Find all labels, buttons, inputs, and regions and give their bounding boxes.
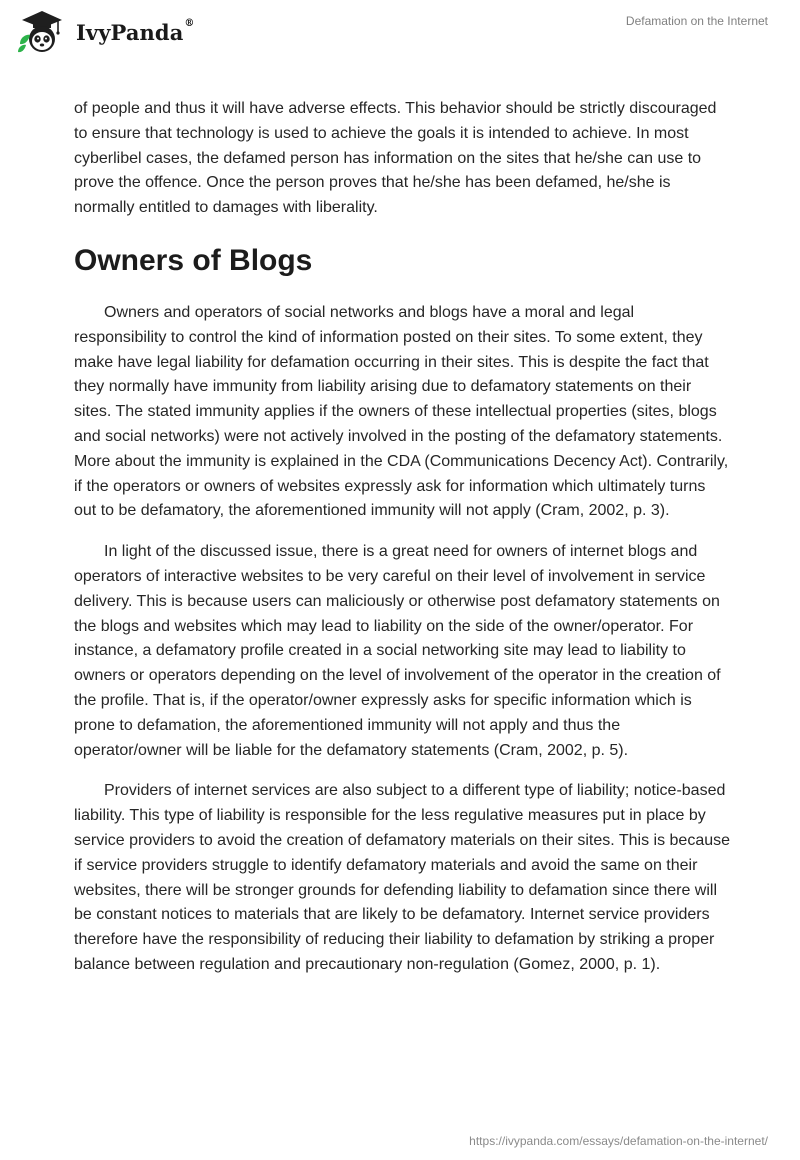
intro-paragraph: of people and thus it will have adverse effects. This behavior should be strictly discouraged to ensure that technology is used to achieve the goals it is intended to achieve. In most cyberlibel cases, the defamed person has information on the sites that he/she can use to prove the offence. Once the person proves that he/she has been defamed, he/she is normally entitled to damages with liberality. (74, 100, 717, 217)
paragraph-involvement: In light of the discussed issue, there is a great need for owners of internet blogs and operators of interactive websites to be very careful on their level of involvement in service delivery. This is because users can maliciously or otherwise post defamatory statements on the blogs and websites which may lead to liability on the side of the owner/operator. For instance, a defamatory profile created in a social networking site may lead to liability to owners or operators depending on the level of involvement of the operator in the creation of the profile. That is, if the operator/owner expressly asks for specific information which is prone to defamation, the aforementioned immunity will not apply and thus the operator/owner will be liable for the defamatory statements (Cram, 2002, p. 5). (74, 543, 721, 759)
source-url[interactable]: https://ivypanda.com/essays/defamation-on-the-internet/ (469, 1134, 768, 1148)
ivypanda-logo[interactable] (14, 8, 214, 56)
article-body (74, 97, 730, 978)
document-title: Defamation on the Internet (625, 14, 768, 28)
page-header (0, 0, 800, 62)
logo-text: IvyPanda (76, 19, 184, 45)
paragraph-owners-responsibility: Owners and operators of social networks and blogs have a moral and legal responsibility to control the kind of information posted on their sites. To some extent, they make have legal liability for defamation occurring in their sites. This is despite the fact that they normally have immunity from liability arising due to defamatory statements on their sites. The stated immunity applies if the owners of these intellectual properties (sites, blogs and social networks) were not actively involved in the posting of the defamatory statements. More about the immunity is explained in the CDA (Communications Decency Act). Contrarily, if the operators or owners of websites expressly ask for information which ultimately turns out to be defamatory, the aforementioned immunity will not apply (Cram, 2002, p. 3). (74, 303, 729, 520)
section-heading: Owners of Blogs (74, 243, 313, 277)
logo-wordmark (76, 17, 195, 45)
paragraph-notice-based-liability: Providers of internet services are also subject to a different type of liability; notice-based liability. This type of liability is responsible for the less regulative measures put in place by service providers to avoid the creation of defamatory materials on their sites. This is because if service providers struggle to identify defamatory materials and avoid the same on their websites, there will be stronger grounds for defending liability to defamation since there will be constant notices to materials that are likely to be defamatory. Internet service providers therefore have the responsibility of reducing their liability to defamation by striking a proper balance between regulation and precautionary non-regulation (Gomez, 2000, p. 1). (74, 782, 731, 973)
panda-graduate-icon (14, 8, 70, 56)
registered-mark: ® (184, 17, 195, 29)
